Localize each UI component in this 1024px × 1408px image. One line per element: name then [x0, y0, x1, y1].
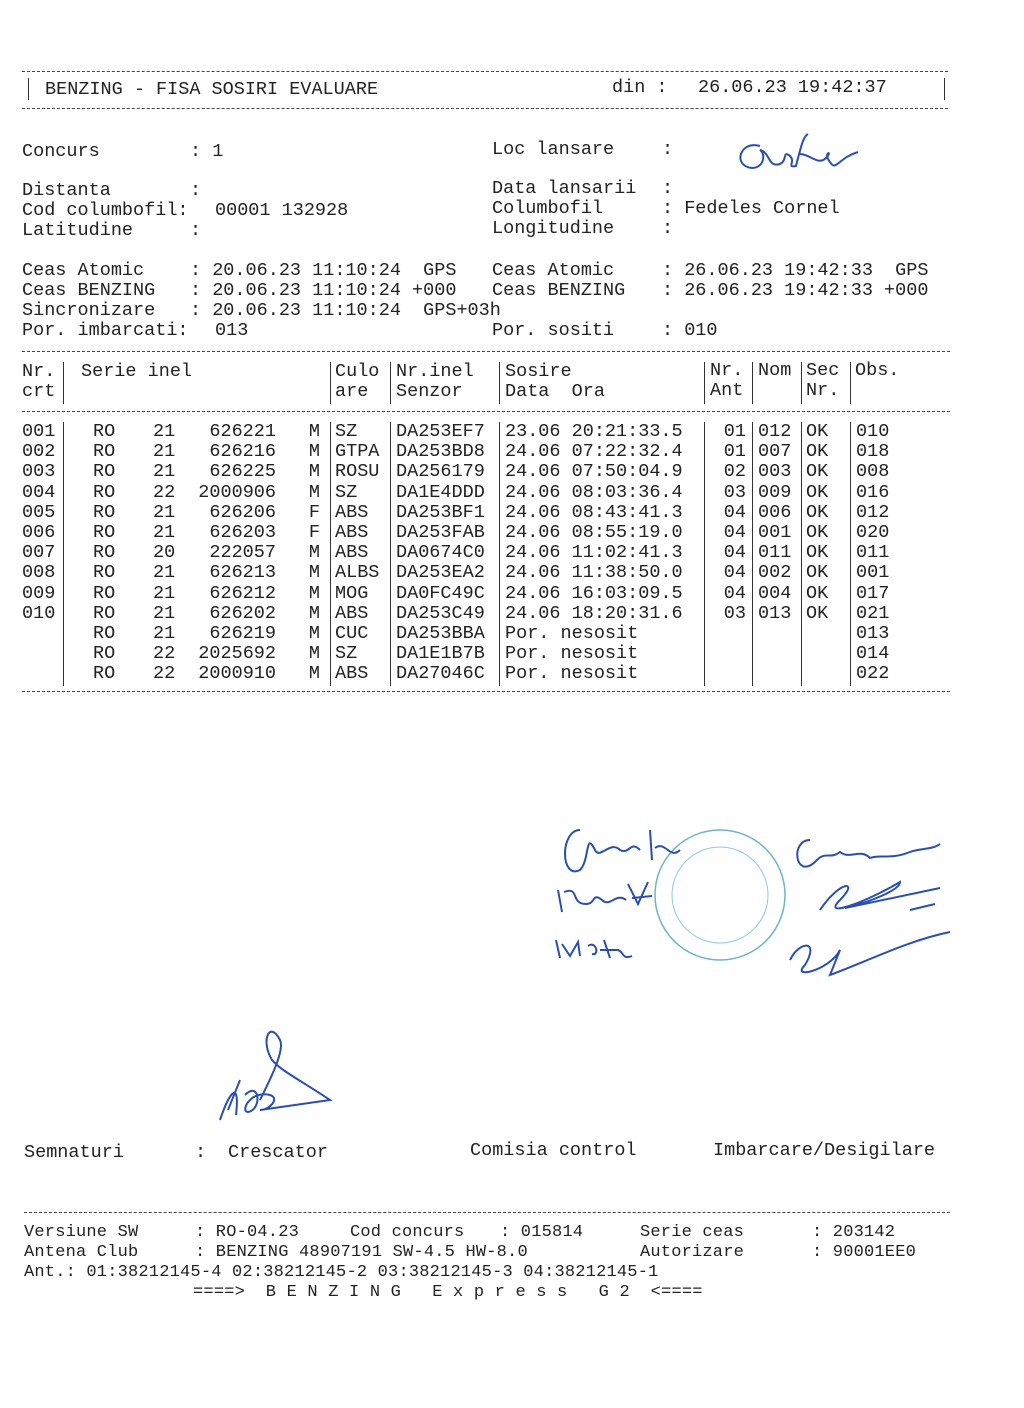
report-title: BENZING - FISA SOSIRI EVALUARE	[45, 79, 379, 100]
ceas-atomic-end-value: : 26.06.23 19:42:33 GPS	[662, 260, 929, 281]
cell-ant: 04	[723, 582, 746, 604]
cell-nom: 009	[758, 481, 792, 503]
cell-ant: 04	[723, 562, 746, 584]
cell-culoare: ABS	[335, 542, 369, 564]
cell-inel: 626221	[209, 421, 276, 442]
cell-senzor: DA253BBA	[396, 623, 485, 644]
cell-ant: 02	[723, 461, 746, 483]
cell-senzor: DA0FC49C	[396, 582, 485, 604]
ceas-benzing-end-value: : 26.06.23 19:42:33 +000	[662, 280, 929, 301]
cell-sec: OK	[806, 602, 829, 624]
cell-an: 21	[153, 582, 176, 604]
columbofil-value: : Fedeles Cornel	[662, 198, 840, 219]
cell-sec: OK	[806, 582, 829, 604]
por-sositi-value: : 010	[662, 320, 718, 341]
signature-imbarcare: Imbarcare/Desigilare	[713, 1140, 936, 1161]
cell-senzor: DA27046C	[396, 663, 485, 685]
cell-obs: 011	[856, 542, 890, 564]
cod-columbofil-value: 00001 132928	[215, 200, 349, 221]
autorizare-label: Autorizare	[640, 1243, 745, 1262]
ceas-benzing-start-value: : 20.06.23 11:10:24 +000	[190, 280, 457, 301]
distanta-value: :	[190, 180, 202, 201]
cod-columbofil-label: Cod columbofil:	[22, 200, 189, 221]
semnaturi-label: Semnaturi	[24, 1142, 124, 1163]
cell-sosire: 24.06 18:20:31.6	[505, 602, 683, 624]
cell-nom: 002	[758, 562, 792, 584]
cell-ant: 04	[723, 501, 746, 523]
cell-sosire: 24.06 08:55:19.0	[505, 522, 683, 543]
cell-obs: 022	[856, 663, 890, 685]
col-header-sec-2: Nr.	[806, 380, 840, 401]
versiune-sw-value: : RO-04.23	[195, 1223, 300, 1242]
col-header-crt: crt	[22, 381, 56, 402]
cell-an: 20	[153, 542, 176, 564]
versiune-sw-label: Versiune SW	[24, 1223, 139, 1242]
col-header-culoare-1: Culo	[335, 361, 380, 382]
cell-an: 22	[153, 481, 176, 503]
cell-tara: RO	[93, 441, 116, 463]
cell-senzor: DA1E4DDD	[396, 481, 485, 503]
cell-sosire: 24.06 11:02:41.3	[505, 542, 683, 564]
breeder-signature	[200, 1020, 350, 1130]
latitudine-label: Latitudine	[22, 220, 134, 241]
cell-an: 21	[153, 562, 176, 584]
cell-inel: 222057	[209, 542, 276, 564]
ceas-atomic-end-label: Ceas Atomic	[492, 260, 615, 281]
cell-obs: 013	[856, 623, 890, 644]
cell-nr: 010	[22, 602, 56, 624]
distanta-label: Distanta	[22, 180, 111, 201]
cell-nom: 011	[758, 542, 792, 564]
cell-senzor: DA253BF1	[396, 501, 485, 523]
cell-an: 21	[153, 602, 176, 624]
cell-sec: OK	[806, 562, 829, 584]
cell-culoare: SZ	[335, 481, 358, 503]
cell-tara: RO	[93, 421, 116, 442]
cell-an: 22	[153, 643, 176, 665]
cell-ant: 03	[723, 602, 746, 624]
commission-signatures-and-stamp	[540, 800, 970, 1000]
serie-ceas-value: : 203142	[812, 1223, 896, 1242]
report-date: 26.06.23 19:42:37	[698, 77, 887, 98]
cell-culoare: CUC	[335, 623, 369, 644]
cell-tara: RO	[93, 663, 116, 685]
cell-sex: M	[308, 602, 320, 624]
cell-senzor: DA1E1B7B	[396, 643, 485, 665]
header-bottom-border	[22, 108, 948, 109]
cell-an: 21	[153, 623, 176, 644]
concurs-value: : 1	[190, 141, 224, 162]
cell-inel: 2000906	[198, 481, 276, 503]
ceas-benzing-end-label: Ceas BENZING	[492, 280, 626, 301]
cell-inel: 626225	[209, 461, 276, 483]
col-header-obs: Obs.	[855, 360, 900, 381]
col-header-sec-1: Sec	[806, 360, 840, 381]
cell-nr: 003	[22, 461, 56, 483]
cell-sex: M	[308, 461, 320, 483]
col-header-data-ora: Data Ora	[505, 381, 605, 402]
cell-sec: OK	[806, 461, 829, 483]
concurs-label: Concurs	[22, 141, 100, 162]
cell-nom: 001	[758, 522, 792, 543]
cell-sosire: Por. nesosit	[505, 643, 639, 665]
por-sositi-label: Por. sositi	[492, 320, 615, 341]
antenna-list: Ant.: 01:38212145-4 02:38212145-2 03:38212145-3 04:38212145-1	[24, 1263, 659, 1282]
cell-senzor: DA253BD8	[396, 441, 485, 463]
cell-ant: 04	[723, 522, 746, 543]
cell-nom: 004	[758, 582, 792, 604]
cell-culoare: ABS	[335, 663, 369, 685]
cell-tara: RO	[93, 481, 116, 503]
cell-tara: RO	[93, 501, 116, 523]
cell-inel: 626203	[209, 522, 276, 543]
cell-culoare: ABS	[335, 602, 369, 624]
cod-concurs-value: : 015814	[500, 1223, 584, 1242]
loc-lansare-sep: :	[662, 139, 674, 160]
cell-nr: 002	[22, 441, 56, 463]
cell-nom: 003	[758, 461, 792, 483]
cell-sex: M	[308, 562, 320, 584]
cell-sex: M	[308, 623, 320, 644]
cell-nr: 008	[22, 562, 56, 584]
cell-ant: 01	[723, 421, 746, 442]
cell-nr: 009	[22, 582, 56, 604]
cell-sex: M	[308, 421, 320, 442]
cell-an: 21	[153, 501, 176, 523]
cell-sex: M	[308, 663, 320, 685]
longitudine-label: Longitudine	[492, 218, 615, 239]
cell-tara: RO	[93, 602, 116, 624]
col-header-nr: Nr.	[22, 361, 56, 382]
cell-culoare: ABS	[335, 522, 369, 543]
col-header-sosire: Sosire	[505, 361, 572, 382]
cell-culoare: SZ	[335, 421, 358, 442]
cell-nom: 007	[758, 441, 792, 463]
cell-nr: 007	[22, 542, 56, 564]
header-top-border	[22, 71, 948, 72]
cell-senzor: DA0674C0	[396, 542, 485, 564]
cell-tara: RO	[93, 582, 116, 604]
semnaturi-sep: :	[195, 1142, 207, 1163]
cell-an: 21	[153, 461, 176, 483]
cell-sec: OK	[806, 501, 829, 523]
cell-an: 21	[153, 421, 176, 442]
cell-sosire: 24.06 16:03:09.5	[505, 582, 683, 604]
cell-inel: 626213	[209, 562, 276, 584]
por-imbarcati-value: 013	[215, 320, 249, 341]
cell-culoare: MOG	[335, 582, 369, 604]
report-date-label: din :	[612, 77, 668, 98]
cell-inel: 626206	[209, 501, 276, 523]
cell-nr: 001	[22, 421, 56, 442]
cell-ant: 01	[723, 441, 746, 463]
columbofil-label: Columbofil	[492, 198, 604, 219]
latitudine-value: :	[190, 220, 202, 241]
cell-obs: 001	[856, 562, 890, 584]
cell-senzor: DA253EF7	[396, 421, 485, 442]
ceas-benzing-start-label: Ceas BENZING	[22, 280, 156, 301]
cell-obs: 020	[856, 522, 890, 543]
cell-an: 22	[153, 663, 176, 685]
table-top-border	[22, 351, 950, 352]
cell-culoare: ROSU	[335, 461, 380, 483]
col-header-nr-ant-2: Ant	[710, 380, 744, 401]
col-header-senzor: Senzor	[396, 381, 463, 402]
cell-tara: RO	[93, 562, 116, 584]
cell-culoare: ALBS	[335, 562, 380, 584]
cell-sec: OK	[806, 522, 829, 543]
cell-sex: M	[308, 542, 320, 564]
cell-inel: 626216	[209, 441, 276, 463]
table-bottom-border	[22, 691, 950, 692]
cell-obs: 021	[856, 602, 890, 624]
ceas-atomic-start-label: Ceas Atomic	[22, 260, 145, 281]
cell-tara: RO	[93, 542, 116, 564]
cell-nr: 005	[22, 501, 56, 523]
longitudine-value: :	[662, 218, 674, 239]
signature-comisia-control: Comisia control	[470, 1140, 637, 1161]
cell-sosire: 24.06 07:22:32.4	[505, 441, 683, 463]
cell-sosire: 24.06 11:38:50.0	[505, 562, 683, 584]
loc-lansare-handwriting	[730, 132, 870, 182]
table-header-divider	[22, 411, 950, 412]
cell-sex: F	[308, 522, 320, 543]
cell-nom: 013	[758, 602, 792, 624]
signature-crescator: Crescator	[228, 1142, 328, 1163]
serie-ceas-label: Serie ceas	[640, 1223, 745, 1242]
cell-obs: 018	[856, 441, 890, 463]
cell-tara: RO	[93, 522, 116, 543]
cell-nom: 012	[758, 421, 792, 442]
antena-club-value: : BENZING 48907191 SW-4.5 HW-8.0	[195, 1243, 528, 1262]
cell-sec: OK	[806, 421, 829, 442]
col-header-culoare-2: are	[335, 381, 369, 402]
cell-obs: 016	[856, 481, 890, 503]
cell-sex: M	[308, 643, 320, 665]
col-header-nr-inel: Nr.inel	[396, 361, 474, 382]
cell-sec: OK	[806, 481, 829, 503]
cell-an: 21	[153, 441, 176, 463]
cell-inel: 626219	[209, 623, 276, 644]
cell-nr: 006	[22, 522, 56, 543]
cell-culoare: ABS	[335, 501, 369, 523]
cod-concurs-label: Cod concurs	[350, 1223, 465, 1242]
cell-tara: RO	[93, 623, 116, 644]
sincronizare-label: Sincronizare	[22, 300, 156, 321]
cell-sosire: 24.06 07:50:04.9	[505, 461, 683, 483]
cell-sex: F	[308, 501, 320, 523]
autorizare-value: : 90001EE0	[812, 1243, 917, 1262]
cell-sec: OK	[806, 542, 829, 564]
cell-sex: M	[308, 481, 320, 503]
cell-sosire: 24.06 08:43:41.3	[505, 501, 683, 523]
cell-an: 21	[153, 522, 176, 543]
col-header-serie-inel: Serie inel	[81, 361, 193, 382]
cell-culoare: SZ	[335, 643, 358, 665]
cell-nom: 006	[758, 501, 792, 523]
cell-senzor: DA253C49	[396, 602, 485, 624]
cell-sosire: 24.06 08:03:36.4	[505, 481, 683, 503]
cell-sex: M	[308, 441, 320, 463]
data-lansarii-sep: :	[662, 178, 674, 199]
cell-obs: 017	[856, 582, 890, 604]
cell-inel: 626212	[209, 582, 276, 604]
loc-lansare-label: Loc lansare	[492, 139, 615, 160]
cell-sosire: Por. nesosit	[505, 623, 639, 644]
cell-ant: 03	[723, 481, 746, 503]
header-left-border	[28, 78, 29, 100]
col-header-nom: Nom	[758, 360, 792, 381]
col-header-nr-ant-1: Nr.	[710, 360, 744, 381]
cell-inel: 2025692	[198, 643, 276, 665]
benzing-banner: ====> B E N Z I N G E x p r e s s G 2 <====	[193, 1283, 703, 1302]
cell-tara: RO	[93, 461, 116, 483]
ceas-atomic-start-value: : 20.06.23 11:10:24 GPS	[190, 260, 457, 281]
cell-obs: 008	[856, 461, 890, 483]
antena-club-label: Antena Club	[24, 1243, 139, 1262]
cell-sosire: 23.06 20:21:33.5	[505, 421, 683, 442]
cell-senzor: DA253EA2	[396, 562, 485, 584]
cell-ant: 04	[723, 542, 746, 564]
cell-senzor: DA256179	[396, 461, 485, 483]
data-lansarii-label: Data lansarii	[492, 178, 637, 199]
cell-sex: M	[308, 582, 320, 604]
cell-inel: 626202	[209, 602, 276, 624]
cell-inel: 2000910	[198, 663, 276, 685]
cell-sosire: Por. nesosit	[505, 663, 639, 685]
footer-divider	[24, 1212, 950, 1213]
cell-sec: OK	[806, 441, 829, 463]
cell-tara: RO	[93, 643, 116, 665]
header-right-border	[944, 78, 945, 100]
cell-obs: 014	[856, 643, 890, 665]
cell-obs: 012	[856, 501, 890, 523]
sincronizare-value: : 20.06.23 11:10:24 GPS+03h	[190, 300, 501, 321]
cell-obs: 010	[856, 421, 890, 442]
cell-culoare: GTPA	[335, 441, 380, 463]
cell-senzor: DA253FAB	[396, 522, 485, 543]
cell-nr: 004	[22, 481, 56, 503]
por-imbarcati-label: Por. imbarcati:	[22, 320, 189, 341]
